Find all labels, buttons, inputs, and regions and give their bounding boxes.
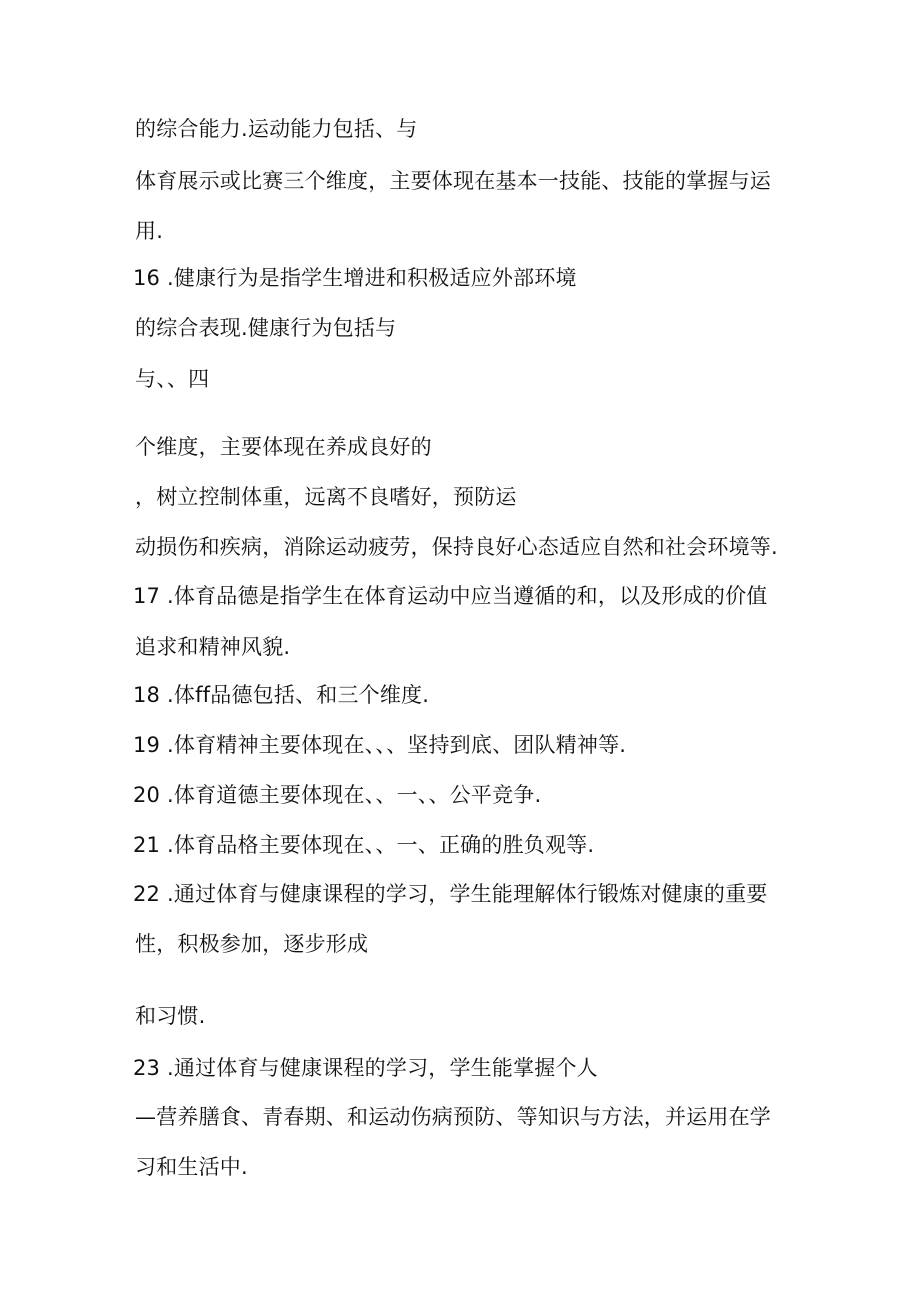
text-line: 个维度，主要体现在养成良好的: [135, 435, 432, 459]
question-18: 18 .体ff品德包括、和三个维度.: [133, 683, 430, 707]
text-line: 的综合表现.健康行为包括与: [135, 316, 397, 340]
question-22: 22 .通过体育与健康课程的学习，学生能理解体行锻炼对健康的重要: [133, 882, 768, 906]
text-line: 动损伤和疾病，消除运动疲劳，保持良好心态适应自然和社会环境等.: [135, 535, 778, 559]
question-20: 20 .体育道德主要体现在、、一、、公平竞争.: [133, 783, 542, 807]
text-line: 与、、四: [135, 367, 210, 391]
text-line: 追求和精神风貌.: [135, 635, 291, 659]
text-line: 习和生活中.: [135, 1155, 248, 1179]
text-line: —营养膳食、青春期、和运动伤病预防、等知识与方法，并运用在学: [135, 1105, 771, 1129]
question-23: 23 .通过体育与健康课程的学习，学生能掌握个人: [133, 1056, 598, 1080]
question-16: 16 .健康行为是指学生增进和积极适应外部环境: [133, 266, 577, 290]
text-line: ，树立控制体重，远离不良嗜好，预防运: [135, 485, 517, 509]
text-line: 和习惯.: [135, 1004, 206, 1028]
text-line: 体育展示或比赛三个维度，主要体现在基本一技能、技能的掌握与运: [135, 169, 771, 193]
text-line: 性，积极参加，逐步形成: [135, 932, 369, 956]
question-17: 17 .体育品德是指学生在体育运动中应当遵循的和，以及形成的价值: [133, 584, 768, 608]
question-19: 19 .体育精神主要体现在、、、坚持到底、团队精神等.: [133, 733, 627, 757]
question-21: 21 .体育品格主要体现在、、一、正确的胜负观等.: [133, 833, 595, 857]
text-line: 的综合能力.运动能力包括、与: [135, 117, 418, 141]
text-line: 用.: [135, 219, 164, 243]
